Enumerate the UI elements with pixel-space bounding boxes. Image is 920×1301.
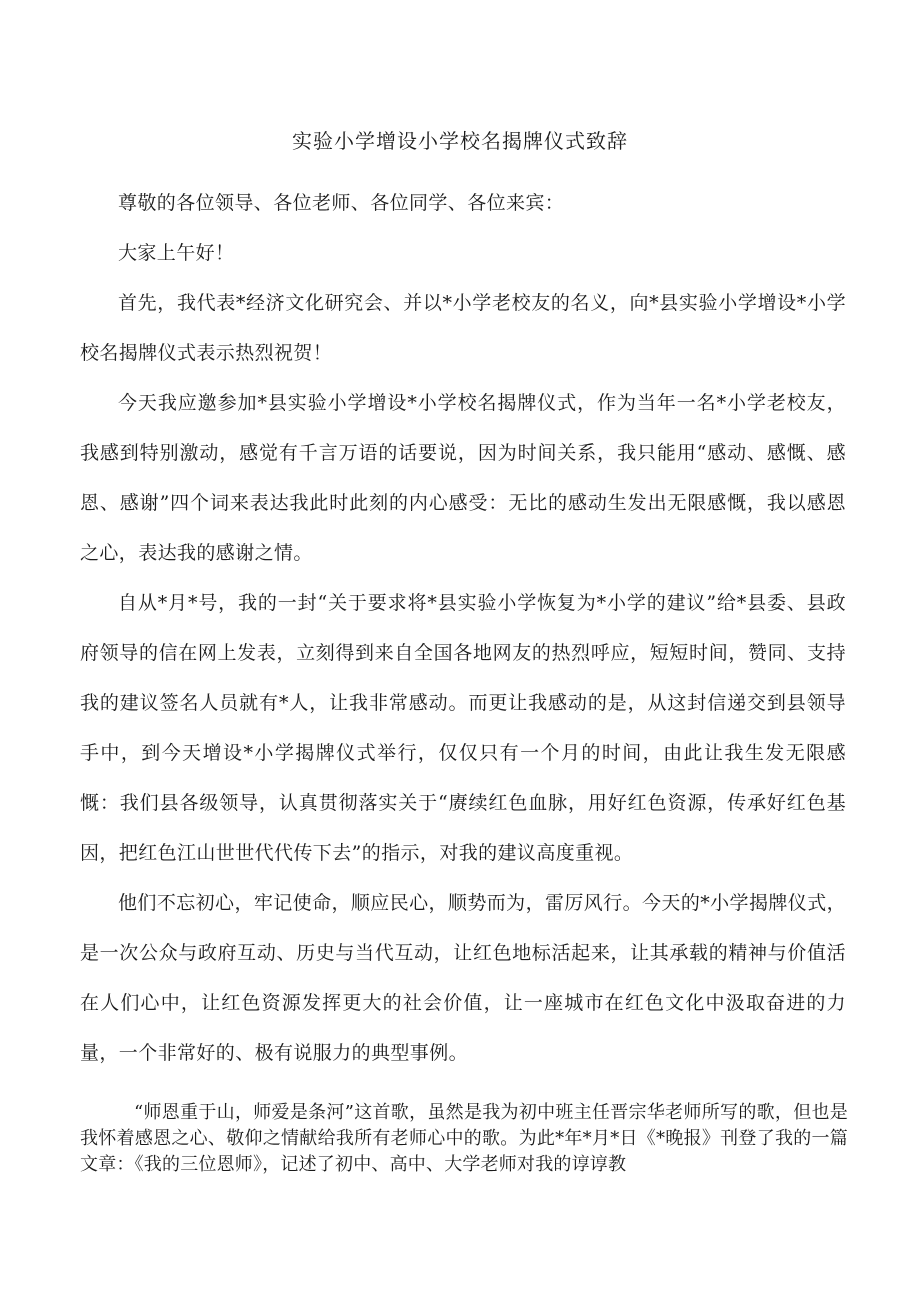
document-title: 实验小学增设小学校名揭牌仪式致辞 — [292, 129, 628, 153]
document-body — [80, 178, 846, 1078]
greeting: 大家上午好！ — [118, 242, 235, 264]
paragraph-feelings: 今天我应邀参加*县实验小学增设*小学校名揭牌仪式，作为当年一名*小学老校友，我感到特别激动，感觉有千言万语的话要说，因为时间关系，我只能用“感动、感慨、感恩、感谢”四个词来表达我此时此刻的内心感受：无比的感动生发出无限感慨，我以感恩之心，表达我的感谢之情。 — [80, 392, 846, 564]
paragraph-song: “师恩重于山，师爱是条河”这首歌，虽然是我为初中班主任晋宗华老师所写的歌，但也是我怀着感恩之心、敬仰之情献给我所有老师心中的歌。为此*年*月*日《*晚报》刊登了我的一篇文章：《我的三位恩师》，记述了初中、高中、大学老师对我的谆谆教 — [80, 1102, 848, 1175]
paragraph-significance: 他们不忘初心，牢记使命，顺应民心，顺势而为，雷厉风行。今天的*小学揭牌仪式，是一次公众与政府互动、历史与当代互动，让红色地标活起来，让其承载的精神与价值活在人们心中，让红色资源发挥更大的社会价值，让一座城市在红色文化中汲取奋进的力量，一个非常好的、极有说服力的典型事例。 — [80, 892, 846, 1064]
paragraph-congratulations: 首先，我代表*经济文化研究会、并以*小学老校友的名义，向*县实验小学增设*小学校名揭牌仪式表示热烈祝贺！ — [80, 292, 846, 364]
salutation: 尊敬的各位领导、各位老师、各位同学、各位来宾： — [118, 192, 565, 214]
paragraph-letter: 自从*月*号，我的一封“关于要求将*县实验小学恢复为*小学的建议”给*县委、县政府领导的信在网上发表，立刻得到来自全国各地网友的热烈呼应，短短时间，赞同、支持我的建议签名人员就有*人，让我非常感动。而更让我感动的是，从这封信递交到县领导手中，到今天增设*小学揭牌仪式举行，仅仅只有一个月的时间，由此让我生发无限感慨：我们县各级领导，认真贯彻落实关于“赓续红色血脉，用好红色资源，传承好红色基因，把红色江山世世代代传下去”的指示，对我的建议高度重视。 — [80, 592, 846, 864]
